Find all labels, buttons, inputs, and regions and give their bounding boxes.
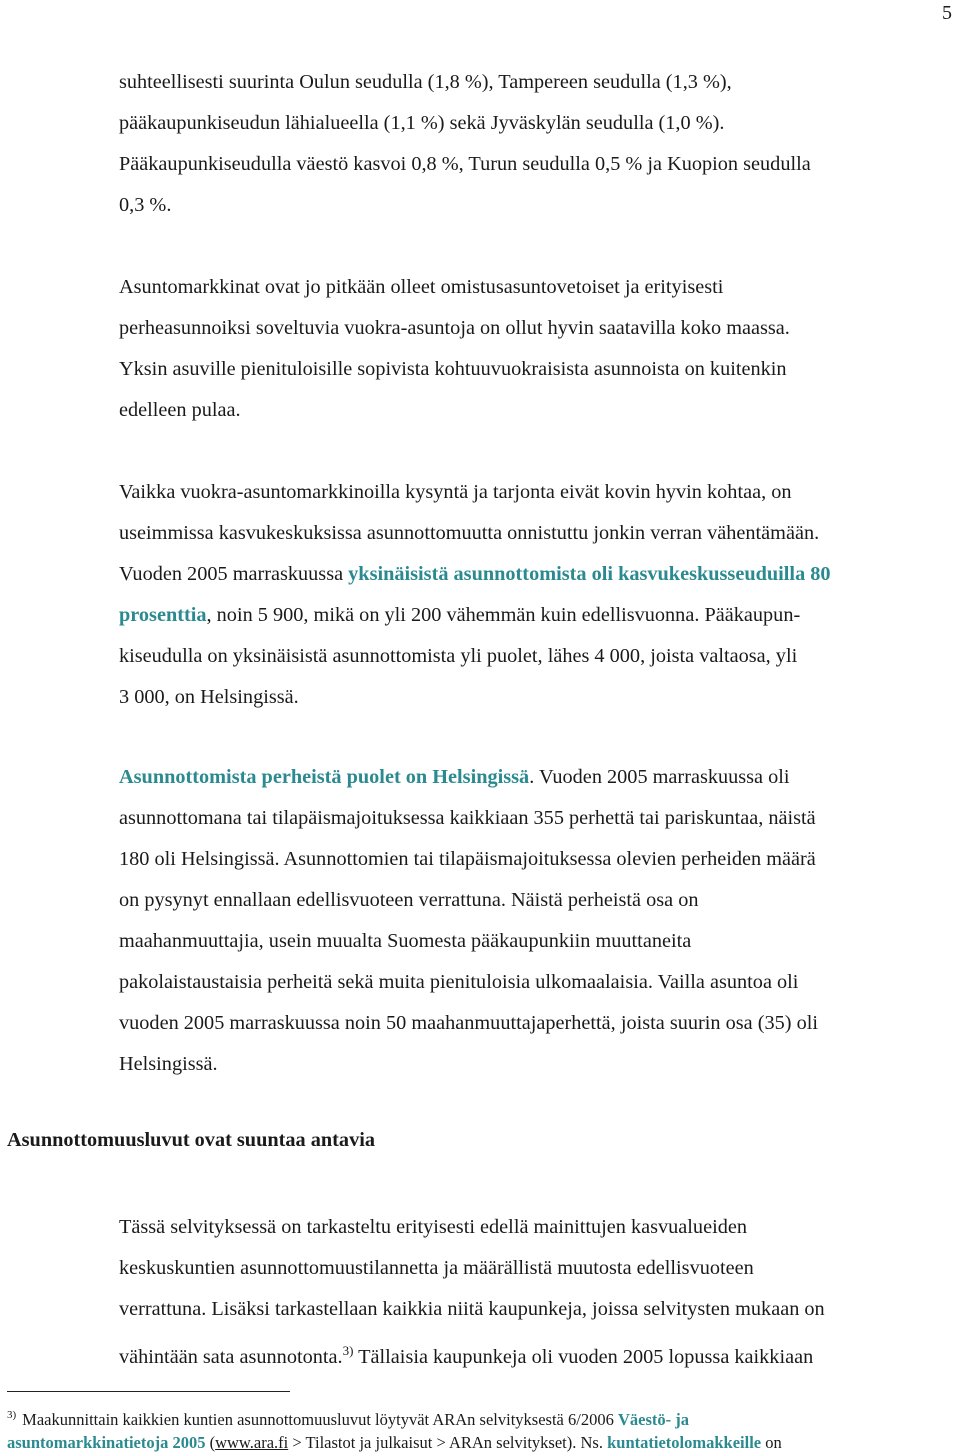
paragraph-4 — [119, 757, 959, 1085]
footnote-divider — [7, 1391, 290, 1392]
footnote-reference[interactable]: 3) — [342, 1343, 354, 1358]
highlighted-phrase: Asunnottomista perheistä puolet on Helsingissä — [119, 766, 530, 788]
text-line — [119, 757, 959, 798]
text-line: edelleen pulaa. — [119, 399, 241, 421]
text-line: 0,3 %. — [119, 194, 172, 216]
text-line: Vaikka vuokra-asuntomarkkinoilla kysyntä ja tarjonta eivät kovin hyvin kohtaa, on — [119, 481, 792, 503]
page-number: 5 — [942, 2, 952, 24]
text-line: keskuskuntien asunnottomuustilannetta ja määrällistä muutosta edellisvuoteen — [119, 1257, 754, 1279]
text-line — [119, 595, 959, 636]
footnote-marker: 3) — [7, 1409, 17, 1421]
highlighted-phrase: Väestö- ja — [617, 1410, 689, 1429]
text-line: 180 oli Helsingissä. Asunnottomien tai tilapäismajoituksessa olevien perheiden määrä — [119, 848, 816, 870]
text-segment: Tällaisia kaupunkeja oli vuoden 2005 lopussa kaikkiaan — [353, 1346, 814, 1368]
text-line: Tässä selvityksessä on tarkasteltu erityisesti edellä mainittujen kasvualueiden — [119, 1216, 747, 1238]
highlighted-phrase: yksinäisistä asunnottomista oli kasvukeskusseuduilla 80 — [348, 563, 831, 585]
text-segment: Maakunnittain kaikkien kuntien asunnottomuusluvut löytyvät ARAn selvityksestä 6/2006 — [22, 1410, 618, 1429]
text-line: Asuntomarkkinat ovat jo pitkään olleet omistusasuntovetoiset ja erityisesti — [119, 276, 724, 298]
text-line: maahanmuuttajia, usein muualta Suomesta pääkaupunkiin muuttaneita — [119, 930, 692, 952]
text-line: Yksin asuville pienituloisille sopivista kohtuuvuokraisista asunnoista on kuitenkin — [119, 358, 787, 380]
text-line: vuoden 2005 marraskuussa noin 50 maahanmuuttajaperhettä, joista suurin osa (35) oli — [119, 1012, 818, 1034]
text-line: 3 000, on Helsingissä. — [119, 686, 299, 708]
text-segment: Vuoden 2005 marraskuussa — [119, 563, 349, 585]
text-line — [7, 1431, 782, 1454]
text-segment: . Vuoden 2005 marraskuussa oli — [529, 766, 790, 788]
text-line — [119, 1330, 959, 1378]
highlighted-phrase: kuntatietolomakkeille — [607, 1433, 762, 1452]
section-heading: Asunnottomuusluvut ovat suuntaa antavia — [7, 1129, 375, 1151]
highlighted-phrase: asuntomarkkinatietoja 2005 — [7, 1433, 206, 1452]
text-line: asunnottomana tai tilapäismajoituksessa kaikkiaan 355 perhettä tai pariskuntaa, näistä — [119, 807, 816, 829]
text-line: pakolaistaustaisia perheitä sekä muita pienituloisia ulkomaalaisia. Vailla asuntoa oli — [119, 971, 799, 993]
paragraph-3 — [119, 472, 959, 718]
text-line: on pysynyt ennallaan edellisvuoteen verrattuna. Näistä perheistä osa on — [119, 889, 699, 911]
highlighted-phrase: prosenttia — [119, 604, 207, 626]
paragraph-1 — [119, 62, 959, 226]
ara-website-link[interactable]: www.ara.fi — [215, 1433, 289, 1452]
text-line: suhteellisesti suurinta Oulun seudulla (1,8 %), Tampereen seudulla (1,3 %), — [119, 71, 732, 93]
text-line: useimmissa kasvukeskuksissa asunnottomuutta onnistuttu jonkin verran vähentämään. — [119, 522, 820, 544]
text-line: kiseudulla on yksinäisistä asunnottomista yli puolet, lähes 4 000, joista valtaosa, yli — [119, 645, 798, 667]
text-line: perheasunnoiksi soveltuvia vuokra-asuntoja on ollut hyvin saatavilla koko maassa. — [119, 317, 790, 339]
paragraph-2 — [119, 267, 959, 431]
text-segment: vähintään sata asunnotonta. — [119, 1346, 343, 1368]
text-line: Pääkaupunkiseudulla väestö kasvoi 0,8 %, Turun seudulla 0,5 % ja Kuopion seudulla — [119, 153, 811, 175]
text-line: pääkaupunkiseudun lähialueella (1,1 %) sekä Jyväskylän seudulla (1,0 %). — [119, 112, 725, 134]
text-segment: ( — [205, 1433, 216, 1452]
text-segment: , noin 5 900, mikä on yli 200 vähemmän kuin edellisvuonna. Pääkaupun- — [206, 604, 801, 626]
text-line: verrattuna. Lisäksi tarkastellaan kaikkia niitä kaupunkeja, joissa selvitysten mukaan on — [119, 1298, 825, 1320]
footnote — [7, 1404, 782, 1454]
text-segment: on — [761, 1433, 782, 1452]
text-segment: > Tilastot ja julkaisut > ARAn selvitykset). Ns. — [288, 1433, 608, 1452]
text-line — [119, 554, 959, 595]
paragraph-5 — [119, 1207, 959, 1378]
text-line — [7, 1404, 782, 1431]
text-line: Helsingissä. — [119, 1053, 218, 1075]
